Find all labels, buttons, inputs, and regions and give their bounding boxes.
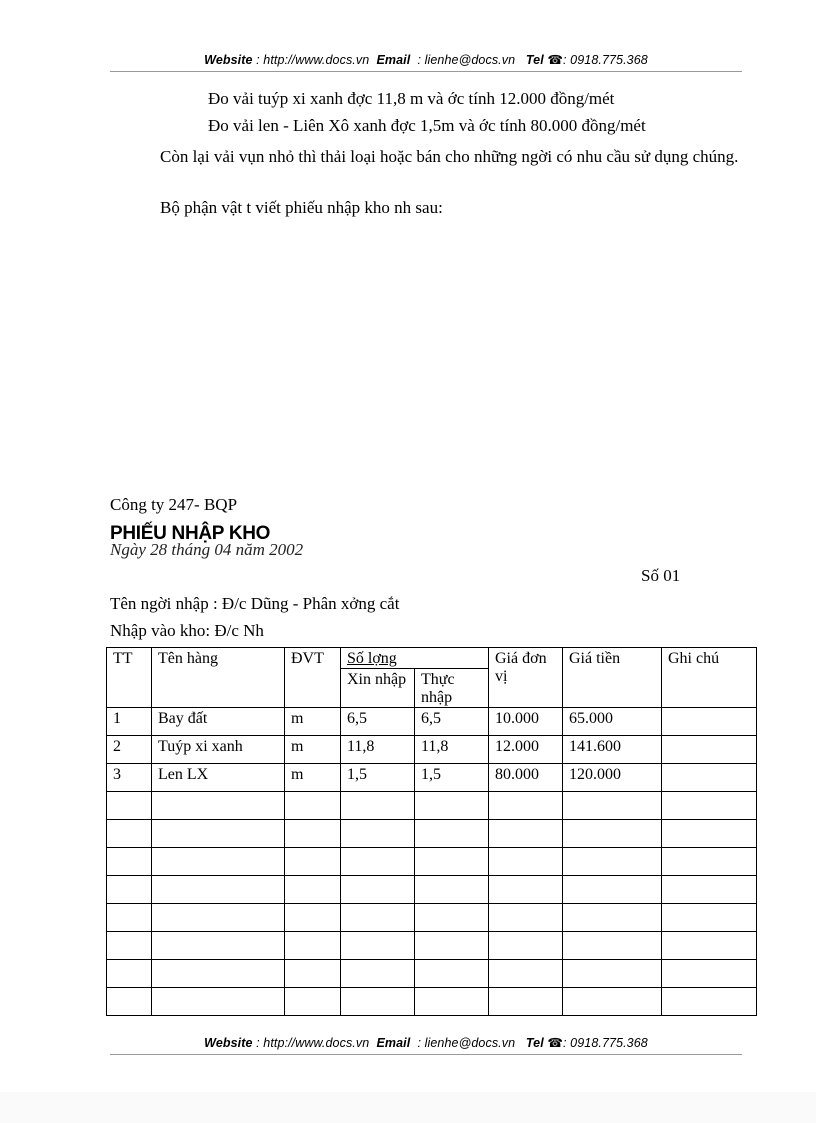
cell-unit-price: 10.000 [489, 708, 563, 736]
cell-amount: 120.000 [563, 764, 662, 792]
cell-tt: 3 [107, 764, 152, 792]
cell-unit: m [285, 736, 341, 764]
cell-unit-price: 12.000 [489, 736, 563, 764]
page-bottom-band [0, 1092, 816, 1123]
header-actual: Thực nhập [415, 669, 489, 708]
page-header [110, 52, 742, 67]
cell-actual: 11,8 [415, 736, 489, 764]
email-value: : lienhe@docs.vn [417, 53, 516, 67]
page-footer [110, 1035, 742, 1050]
body-paragraph [110, 143, 742, 170]
website-label: Website [204, 53, 253, 67]
body-line-3: Bộ phận vật t viết phiếu nhập kho nh sau: [160, 198, 443, 217]
cell-actual: 1,5 [415, 764, 489, 792]
body-paragraph-text: Còn lại vải vụn nhỏ thì thải loại hoặc bán cho những ngời có nhu cầu sử dụng chúng. [160, 147, 739, 166]
cell-name: Tuýp xi xanh [152, 736, 285, 764]
cell-name: Bay đất [152, 708, 285, 736]
tel-value: : 0918.775.368 [563, 53, 648, 67]
warehouse-line: Nhập vào kho: Đ/c Nh [110, 621, 264, 640]
form-number: Số 01 [641, 566, 681, 585]
header-quantity: Số lợng [341, 648, 489, 669]
phone-icon: ☎ [547, 1036, 564, 1050]
tel-label: Tel [525, 1036, 544, 1050]
cell-note [662, 764, 757, 792]
body-line-2: Đo vải len - Liên Xô xanh đợc 1,5m và ớc tính 80.000 đồng/mét [208, 116, 646, 135]
cell-note [662, 736, 757, 764]
phone-icon: ☎ [547, 53, 564, 67]
table-header-row [107, 648, 757, 669]
email-value: : lienhe@docs.vn [417, 1036, 516, 1050]
form-title: PHIẾU NHẬP KHO [110, 523, 271, 544]
body-line-1: Đo vải tuýp xi xanh đợc 11,8 m và ớc tính 12.000 đồng/mét [208, 89, 615, 108]
cell-unit: m [285, 708, 341, 736]
cell-unit-price: 80.000 [489, 764, 563, 792]
header-note: Ghi chú [662, 648, 757, 708]
receipt-table [106, 647, 757, 1016]
empty-row [107, 848, 757, 876]
header-requested: Xin nhập [341, 669, 415, 708]
tel-value: : 0918.775.368 [563, 1036, 648, 1050]
website-label: Website [204, 1036, 253, 1050]
website-value: : http://www.docs.vn [256, 1036, 370, 1050]
cell-note [662, 708, 757, 736]
cell-tt: 2 [107, 736, 152, 764]
empty-row [107, 960, 757, 988]
table-row [107, 736, 757, 764]
cell-unit: m [285, 764, 341, 792]
empty-row [107, 792, 757, 820]
cell-amount: 141.600 [563, 736, 662, 764]
email-label: Email [376, 1036, 411, 1050]
cell-tt: 1 [107, 708, 152, 736]
cell-requested: 1,5 [341, 764, 415, 792]
cell-name: Len LX [152, 764, 285, 792]
empty-row [107, 932, 757, 960]
table-row [107, 764, 757, 792]
receiver-line: Tên ngời nhập : Đ/c Dũng - Phân xởng cắt [110, 594, 400, 613]
website-value: : http://www.docs.vn [256, 53, 370, 67]
cell-amount: 65.000 [563, 708, 662, 736]
company-name: Công ty 247- BQP [110, 495, 238, 514]
empty-row [107, 988, 757, 1016]
empty-row [107, 876, 757, 904]
empty-row [107, 820, 757, 848]
header-rule [110, 71, 742, 72]
email-label: Email [376, 53, 411, 67]
header-unit: ĐVT [285, 648, 341, 708]
cell-requested: 11,8 [341, 736, 415, 764]
form-date: Ngày 28 tháng 04 năm 2002 [110, 540, 304, 559]
header-tt: TT [107, 648, 152, 708]
empty-row [107, 904, 757, 932]
cell-requested: 6,5 [341, 708, 415, 736]
header-name: Tên hàng [152, 648, 285, 708]
cell-actual: 6,5 [415, 708, 489, 736]
footer-rule [110, 1054, 742, 1055]
tel-label: Tel [525, 53, 544, 67]
header-amount: Giá tiền [563, 648, 662, 708]
table-row [107, 708, 757, 736]
header-unit-price: Giá đơn vị [489, 648, 563, 708]
